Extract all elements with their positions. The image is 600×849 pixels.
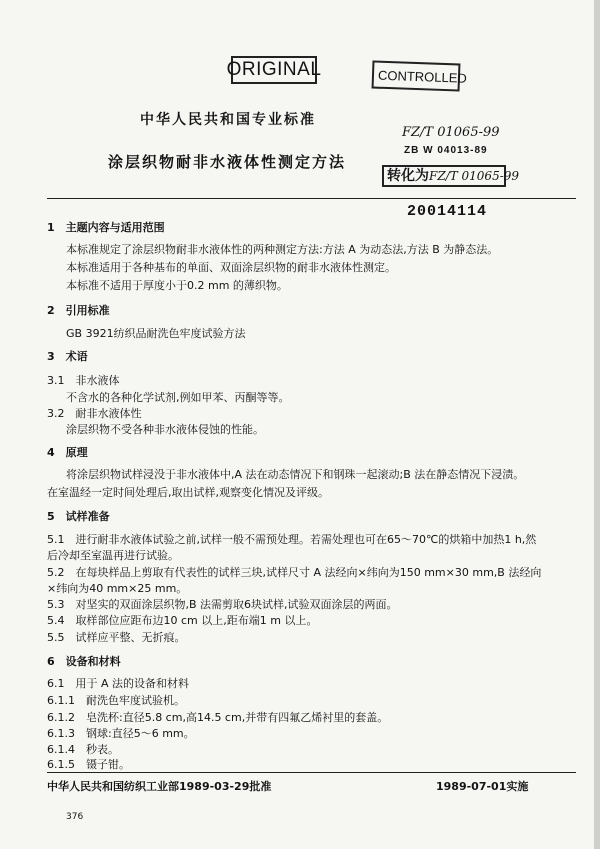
term-3-1-definition: 不含水的各种化学试剂,例如甲苯、丙酮等等。 (66, 391, 290, 404)
clause-5-2-line-2: ×纬向为40 mm×25 mm。 (47, 582, 188, 595)
term-3-2-definition: 涂层织物不受各种非水液体侵蚀的性能。 (66, 423, 264, 436)
clause-5-1-line-1: 5.1 进行耐非水液体试验之前,试样一般不需预处理。若需处理也可在65～70℃的烘箱中加热1 h,然 (47, 533, 537, 546)
clause-5-2-line-1: 5.2 在每块样品上剪取有代表性的试样三块,试样尺寸 A 法经向×纬向为150 mm×30 mm,B 法经向 (47, 566, 542, 579)
original-stamp: ORIGINAL (231, 56, 317, 84)
conversion-stamp (382, 165, 520, 187)
conversion-code: FZ/T 01065-99 (429, 169, 520, 183)
scan-edge (594, 0, 600, 849)
clause-5-3: 5.3 对坚实的双面涂层织物,B 法需剪取6块试样,试验双面涂层的两面。 (47, 598, 398, 611)
document-number: 20014114 (407, 203, 488, 220)
document-title: 涂层织物耐非水液体性测定方法 (108, 153, 347, 171)
section-4-heading: 4 原理 (47, 446, 88, 459)
section-1-paragraph-2: 本标准适用于各种基布的单面、双面涂层织物的耐非水液体性测定。 (66, 261, 396, 274)
section-2-heading: 2 引用标准 (47, 304, 110, 317)
conversion-label: 转化为 (387, 168, 429, 184)
clause-5-5: 5.5 试样应平整、无折痕。 (47, 631, 186, 644)
section-2-reference: GB 3921纺织品耐洗色牢度试验方法 (66, 327, 246, 340)
clause-5-4: 5.4 取样部位应距布边10 cm 以上,距布端1 m 以上。 (47, 614, 318, 627)
section-1-paragraph-3: 本标准不适用于厚度小于0.2 mm 的薄织物。 (66, 279, 288, 292)
term-3-1: 3.1 非水液体 (47, 374, 120, 387)
clause-6-1-3: 6.1.3 钢球:直径5～6 mm。 (47, 727, 195, 740)
section-3-heading: 3 术语 (47, 350, 88, 363)
principle-line-1: 将涂层织物试样浸没于非水液体中,A 法在动态情况下和钢珠一起滚动;B 法在静态情况下浸渍。 (66, 468, 525, 481)
controlled-stamp: CONTROLLED (372, 60, 461, 91)
clause-6-1: 6.1 用于 A 法的设备和材料 (47, 677, 190, 690)
section-1-paragraph-1: 本标准规定了涂层织物耐非水液体性的两种测定方法:方法 A 为动态法,方法 B 为静态法。 (66, 243, 499, 256)
clause-5-1-line-2: 后冷却至室温再进行试验。 (47, 549, 179, 562)
clause-6-1-1: 6.1.1 耐洗色牢度试验机。 (47, 694, 185, 707)
clause-6-1-4: 6.1.4 秒表。 (47, 743, 119, 756)
principle-line-2: 在室温经一定时间处理后,取出试样,观察变化情况及评级。 (47, 486, 329, 499)
page-number: 376 (66, 812, 84, 822)
standard-type-heading: 中华人民共和国专业标准 (140, 112, 316, 128)
handwritten-code: FZ/T 01065-99 (402, 125, 500, 140)
standard-code: ZB W 04013-89 (404, 145, 488, 156)
implementation-date: 1989-07-01实施 (436, 780, 529, 793)
clause-6-1-5: 6.1.5 镊子钳。 (47, 758, 130, 771)
section-6-heading: 6 设备和材料 (47, 655, 121, 668)
title-divider (47, 198, 576, 199)
section-1-heading: 1 主题内容与适用范围 (47, 221, 165, 234)
term-3-2: 3.2 耐非水液体性 (47, 407, 142, 420)
section-5-heading: 5 试样准备 (47, 510, 110, 523)
clause-6-1-2: 6.1.2 皂洗杯:直径5.8 cm,高14.5 cm,并带有四氟乙烯衬里的套盖。 (47, 711, 389, 724)
footer-divider (47, 772, 576, 773)
approval-line: 中华人民共和国纺织工业部1989-03-29批准 (47, 780, 272, 793)
